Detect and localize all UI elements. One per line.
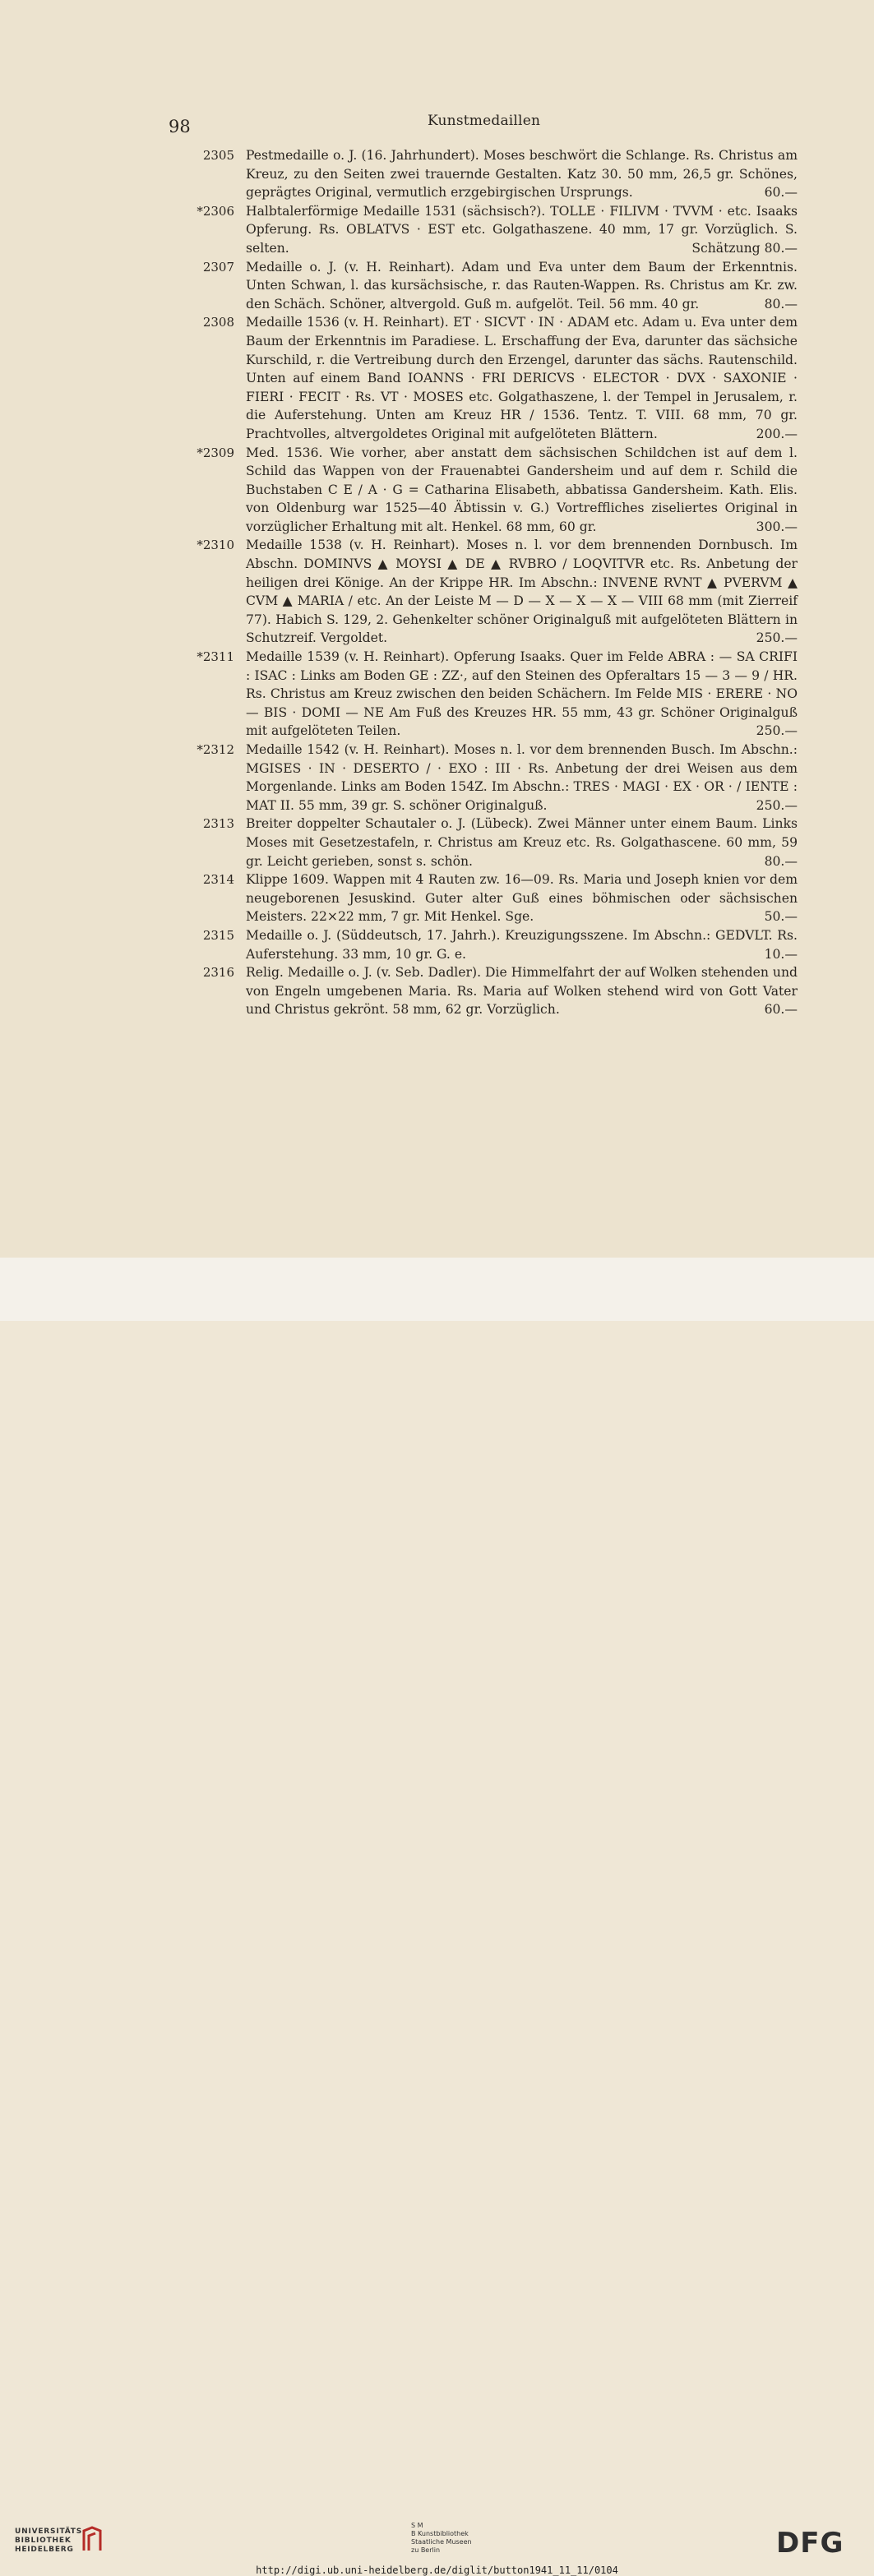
catalog-entry: [173, 444, 798, 537]
entry-description: [246, 146, 798, 202]
entry-number: 2308: [202, 315, 234, 330]
entry-text: Medaille 1536 (v. H. Reinhart). ET · SICVT · IN · ADAM etc. Adam u. Eva unter dem Baum der Erkenntnis im Paradiese. L. Erschaffung der Eva, darunter das sächsiche Kurschild, r. die Vertreibung durch den Erzengel, darunter das sächs. Rautenschild. Unten auf einem Band IOANNS · FRI DERICVS · ELECTOR · DVX · SAXONIE · FIERI · FECIT · Rs. VT · MOSES etc. Golgathaszene, l. der Tempel in Jerusalem, r. die Auferstehung. Unten am Kreuz HR / 1536. Tentz. T. VIII. 68 mm, 70 gr. Prachtvolles, altvergoldetes Original mit aufgelöteten Blättern.: [246, 315, 798, 441]
entry-description: [246, 648, 798, 741]
entry-price: 80.—: [764, 296, 798, 312]
page-number: 98: [169, 117, 191, 136]
entry-text: Klippe 1609. Wappen mit 4 Rauten zw. 16—09. Rs. Maria und Joseph knien vor dem neugeborenen Jesuskind. Guter alter Guß eines böhmischen oder sächsischen Meisters. 22×22 mm, 7 gr. Mit Henkel. Sge.: [246, 872, 798, 925]
entry-description: [246, 741, 798, 815]
catalog-entry: [173, 258, 798, 314]
entry-text: Medaille 1539 (v. H. Reinhart). Opferung Isaaks. Quer im Felde ABRA : — SA CRIFI : ISAC : Links am Boden GE : ZZ·, auf den Steinen des Opferaltars 15 — 3 — 9 / HR. Rs. Christus am Kreuz zwischen den beiden Schächern. Im Felde MIS · ERERE · NO — BIS · DOMI — NE Am Fuß des Kreuzes HR. 55 mm, 43 gr. Schöner Originalguß mit aufgelöteten Teilen.: [246, 649, 798, 739]
entry-price: 10.—: [764, 946, 798, 962]
entry-description: [246, 963, 798, 1019]
university-library-icon[interactable]: [81, 2526, 104, 2552]
entry-price: 50.—: [764, 909, 798, 925]
entry-description: [246, 926, 798, 963]
entry-number: *2309: [197, 445, 234, 460]
page-url[interactable]: http://digi.ub.uni-heidelberg.de/diglit/button1941_11_11/0104: [256, 2564, 618, 2576]
entry-text: Pestmedaille o. J. (16. Jahrhundert). Moses beschwört die Schlange. Rs. Christus am Kreuz, zu den Seiten zwei trauernde Gestalten. Katz 30. 50 mm, 26,5 gr. Schönes, geprägtes Original, vermutlich erzgebirgischen Ursprungs.: [246, 148, 798, 201]
entry-text: Halbtalerförmige Medaille 1531 (sächsisch?). TOLLE · FILIVM · TVVM · etc. Isaaks Opferung. Rs. OBLATVS · EST etc. Golgathaszene. 40 mm, 17 gr. Vorzüglich. S. selten.: [246, 203, 798, 256]
museum-logo-text[interactable]: [411, 2522, 472, 2555]
entry-text: Med. 1536. Wie vorher, aber anstatt dem sächsischen Schildchen ist auf dem l. Schild das Wappen von der Frauenabtei Gandersheim und auf dem r. Schild die Buchstaben C E / A · G = Catharina Elisabeth, abbatissa Gandersheim. Kath. Elis. von Oldenburg war 1525—40 Äbtissin v. G.) Vortreffliches ziseliertes Original in vorzüglicher Erhaltung mit alt. Henkel. 68 mm, 60 gr.: [246, 445, 798, 534]
catalog-entry: [173, 536, 798, 648]
entry-number: 2316: [202, 965, 234, 981]
university-line-3: HEIDELBERG: [15, 2546, 74, 2554]
entry-text: Relig. Medaille o. J. (v. Seb. Dadler). Die Himmelfahrt der auf Wolken stehenden und von Engeln umgebenen Maria. Rs. Maria auf Wolken stehend wird von Gott Vater und Christus gekrönt. 58 mm, 62 gr. Vorzüglich.: [246, 965, 798, 1018]
university-library-logo-text[interactable]: [15, 2528, 86, 2555]
entry-price: 300.—: [756, 519, 798, 534]
running-head: Kunstmedaillen: [428, 113, 541, 129]
entry-number: *2311: [197, 649, 234, 665]
university-line-1: UNIVERSITÄTS-: [15, 2528, 86, 2536]
entry-price: 60.—: [764, 1002, 798, 1018]
footer-bar: [0, 1258, 874, 2576]
entry-number: 2313: [202, 816, 234, 832]
entry-text: Breiter doppelter Schautaler o. J. (Lübeck). Zwei Männer unter einem Baum. Links Moses mit Gesetzestafeln, r. Christus am Kreuz etc. Rs. Golgathascene. 60 mm, 59 gr. Leicht gerieben, sonst s. schön.: [246, 816, 798, 869]
catalog-entry: [173, 313, 798, 443]
catalog-entries: [173, 146, 798, 1019]
book-page: [0, 0, 874, 1258]
museum-line-4: zu Berlin: [411, 2546, 441, 2554]
catalog-entry: [173, 741, 798, 815]
entry-number: *2312: [197, 742, 234, 757]
entry-price: 250.—: [756, 797, 798, 813]
catalog-entry: [173, 202, 798, 258]
entry-description: [246, 258, 798, 314]
entry-description: [246, 870, 798, 926]
museum-line-1: S M: [411, 2522, 423, 2529]
entry-description: [246, 202, 798, 258]
entry-number: *2310: [197, 538, 234, 553]
entry-price: 60.—: [764, 185, 798, 201]
entry-number: 2307: [202, 259, 234, 275]
entry-text: Medaille 1542 (v. H. Reinhart). Moses n. l. vor dem brennenden Busch. Im Abschn.: MGISES · IN · DESERTO / · EXO : III · Rs. Anbetung der drei Weisen aus dem Morgenlande. Links am Boden 154Z. Im Abschn.: TRES · MAGI · EX · OR · / IENTE : MAT II. 55 mm, 39 gr. S. schöner Originalguß.: [246, 742, 798, 813]
catalog-entry: [173, 146, 798, 202]
catalog-entry: [173, 926, 798, 963]
entry-price: 80.—: [764, 853, 798, 869]
entry-number: 2305: [202, 148, 234, 163]
catalog-entry: [173, 870, 798, 926]
entry-description: [246, 536, 798, 648]
entry-price: 250.—: [756, 630, 798, 646]
entry-number: 2314: [202, 872, 234, 888]
entry-description: [246, 444, 798, 537]
catalog-entry: [173, 963, 798, 1019]
entry-text: Medaille o. J. (v. H. Reinhart). Adam und Eva unter dem Baum der Erkenntnis. Unten Schwan, l. das kursächsische, r. das Rauten-Wappen. Rs. Christus am Kr. zw. den Schäch. Schöner, altvergold. Guß m. aufgelöt. Teil. 56 mm. 40 gr.: [246, 259, 798, 312]
entry-number: 2315: [202, 927, 234, 943]
entry-number: *2306: [197, 203, 234, 219]
entry-description: [246, 815, 798, 870]
dfg-logo[interactable]: DFG: [776, 2527, 844, 2560]
university-line-2: BIBLIOTHEK: [15, 2537, 72, 2545]
museum-line-2: B Kunstbibliothek: [411, 2530, 469, 2537]
museum-line-3: Staatliche Museen: [411, 2538, 472, 2546]
entry-price: Schätzung 80.—: [691, 240, 798, 256]
entry-description: [246, 313, 798, 443]
entry-price: 250.—: [756, 723, 798, 739]
entry-text: Medaille 1538 (v. H. Reinhart). Moses n. l. vor dem brennenden Dornbusch. Im Abschn. DOMINVS ▲ MOYSI ▲ DE ▲ RVBRO / LOQVITVR etc. Rs. Anbetung der heiligen drei Könige. An der Krippe HR. Im Abschn.: INVENE RVNT ▲ PVERVM ▲ CVM ▲ MARIA / etc. An der Leiste M — D — X — X — X — VIII 68 mm (mit Zierreif 77). Habich S. 129, 2. Gehenkelter schöner Originalguß mit aufgelöteten Blättern in Schutzreif. Vergoldet.: [246, 538, 798, 646]
entry-text: Medaille o. J. (Süddeutsch, 17. Jahrh.). Kreuzigungsszene. Im Abschn.: GEDVLT. Rs. Auferstehung. 33 mm, 10 gr. G. e.: [246, 927, 798, 962]
catalog-entry: [173, 815, 798, 870]
catalog-entry: [173, 648, 798, 741]
entry-price: 200.—: [756, 426, 798, 441]
